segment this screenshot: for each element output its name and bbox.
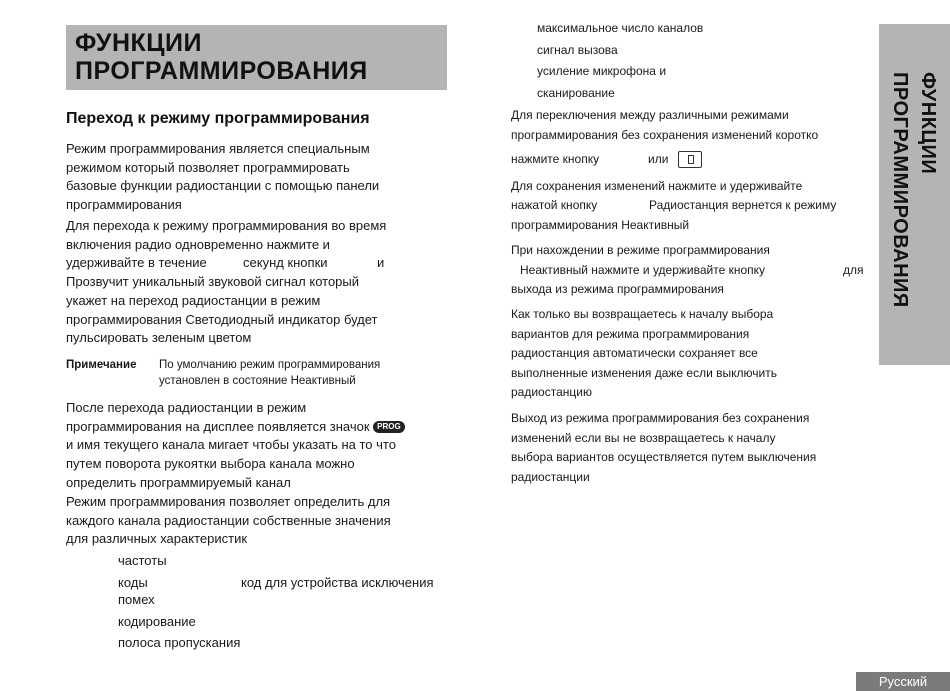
text-fragment: для xyxy=(843,263,864,277)
text-line: радиостанции xyxy=(511,469,590,484)
text-line: выполненные изменения даже если выключить xyxy=(511,365,777,380)
list-item: максимальное число каналов xyxy=(537,21,704,35)
left-paragraph-3 xyxy=(66,399,405,493)
text-line: Для перехода к режиму программирования во время xyxy=(66,218,387,233)
text-line: радиостанция автоматически сохраняет все xyxy=(511,346,758,360)
text-line: установлен в состояние Неактивный xyxy=(159,375,356,387)
text-line: программирования Светодиодный индикатор будет xyxy=(66,311,378,327)
text-line: Для переключения между различными режимами xyxy=(511,108,789,122)
text-line: пульсировать зеленым цветом xyxy=(66,330,252,346)
side-tab xyxy=(879,24,950,365)
text-line: базовые функции радиостанции с помощью панели xyxy=(66,178,380,194)
text-line: Для сохранения изменений нажмите и удерживайте xyxy=(511,179,803,193)
text-line: режимом который позволяет программировать xyxy=(66,159,350,175)
text-line: программирования без сохранения изменений коротко xyxy=(511,127,819,142)
left-paragraph-4 xyxy=(66,493,391,549)
text-line: Выход из режима программирования без сохранения xyxy=(511,411,810,425)
text-line: радиостанцию xyxy=(511,385,592,399)
prog-icon: PROG xyxy=(373,421,405,433)
text-line: Режим программирования позволяет определить для xyxy=(66,494,391,509)
page-title-line1: ФУНКЦИИ xyxy=(75,29,202,57)
text-line: вариантов для режима программирования xyxy=(511,326,750,341)
text-fragment: и xyxy=(377,255,385,271)
list-item: полоса пропускания xyxy=(118,635,241,650)
left-paragraph-2 xyxy=(66,217,386,348)
text-fragment: нажмите кнопку xyxy=(511,152,600,166)
list-item-cont: помех xyxy=(118,592,155,607)
list-item: сканирование xyxy=(537,85,615,100)
text-line: При нахождении в режиме программирования xyxy=(511,243,770,257)
text-line: путем поворота рукоятки выбора канала можно xyxy=(66,456,355,472)
text-line xyxy=(66,418,405,437)
text-fragment: Радиостанция вернется к режиму xyxy=(649,198,837,212)
note-label: Примечание xyxy=(66,359,137,371)
list-item: коды xyxy=(118,575,148,590)
text-line: определить программируемый канал xyxy=(66,474,291,490)
right-list-continued xyxy=(537,18,703,104)
text-line: для различных характеристик xyxy=(66,531,248,547)
text-line: Режим программирования является специальным xyxy=(66,141,370,156)
list-item: частоты xyxy=(118,553,167,568)
text-line: По умолчанию режим программирования xyxy=(159,359,381,371)
text-line: программирования Неактивный xyxy=(511,218,690,232)
text-line: выхода из режима программирования xyxy=(511,282,724,296)
right-paragraph-4 xyxy=(511,305,777,403)
section-heading: Переход к режиму программирования xyxy=(66,110,370,127)
note-text xyxy=(159,357,380,389)
menu-button-icon xyxy=(678,152,702,170)
text-fragment: программирования на дисплее появляется значок xyxy=(66,418,370,434)
text-fragment: секунд кнопки xyxy=(243,255,328,271)
text-line xyxy=(66,254,386,273)
text-line: включения радио одновременно нажмите и xyxy=(66,236,330,252)
right-paragraph-5 xyxy=(511,409,816,487)
text-line: и имя текущего канала мигает чтобы указать на то что xyxy=(66,437,396,453)
list-item: усиление микрофона и xyxy=(537,64,667,78)
language-tab: Русский xyxy=(856,672,950,691)
text-fragment: удерживайте в течение xyxy=(66,255,207,271)
list-item: сигнал вызова xyxy=(537,42,618,57)
left-paragraph-1 xyxy=(66,140,379,215)
page-title-box xyxy=(66,25,447,90)
page-title-line2: ПРОГРАММИРОВАНИЯ xyxy=(75,57,368,85)
right-paragraph-1 xyxy=(511,106,818,145)
text-line: укажет на переход радиостанции в режим xyxy=(66,292,321,308)
list-item-detail: код для устройства исключения xyxy=(241,575,434,590)
text-line: Как только вы возвращаетесь к началу выбора xyxy=(511,307,774,321)
list-item: кодирование xyxy=(118,614,196,629)
text-line: программирования xyxy=(66,197,182,213)
text-line: После перехода радиостанции в режим xyxy=(66,400,307,415)
text-fragment: или xyxy=(648,152,669,166)
text-line: Прозвучит уникальный звуковой сигнал который xyxy=(66,274,360,290)
text-line: каждого канала радиостанции собственные значения xyxy=(66,512,391,528)
text-fragment: нажатой кнопку xyxy=(511,198,598,212)
side-tab-line2: ПРОГРАММИРОВАНИЯ xyxy=(889,72,911,308)
text-line: изменений если вы не возвращаетесь к началу xyxy=(511,430,776,445)
text-fragment: Неактивный нажмите и удерживайте кнопку xyxy=(520,263,766,277)
side-tab-line1: ФУНКЦИИ xyxy=(917,72,939,175)
text-line: выбора вариантов осуществляется путем выключения xyxy=(511,450,817,464)
